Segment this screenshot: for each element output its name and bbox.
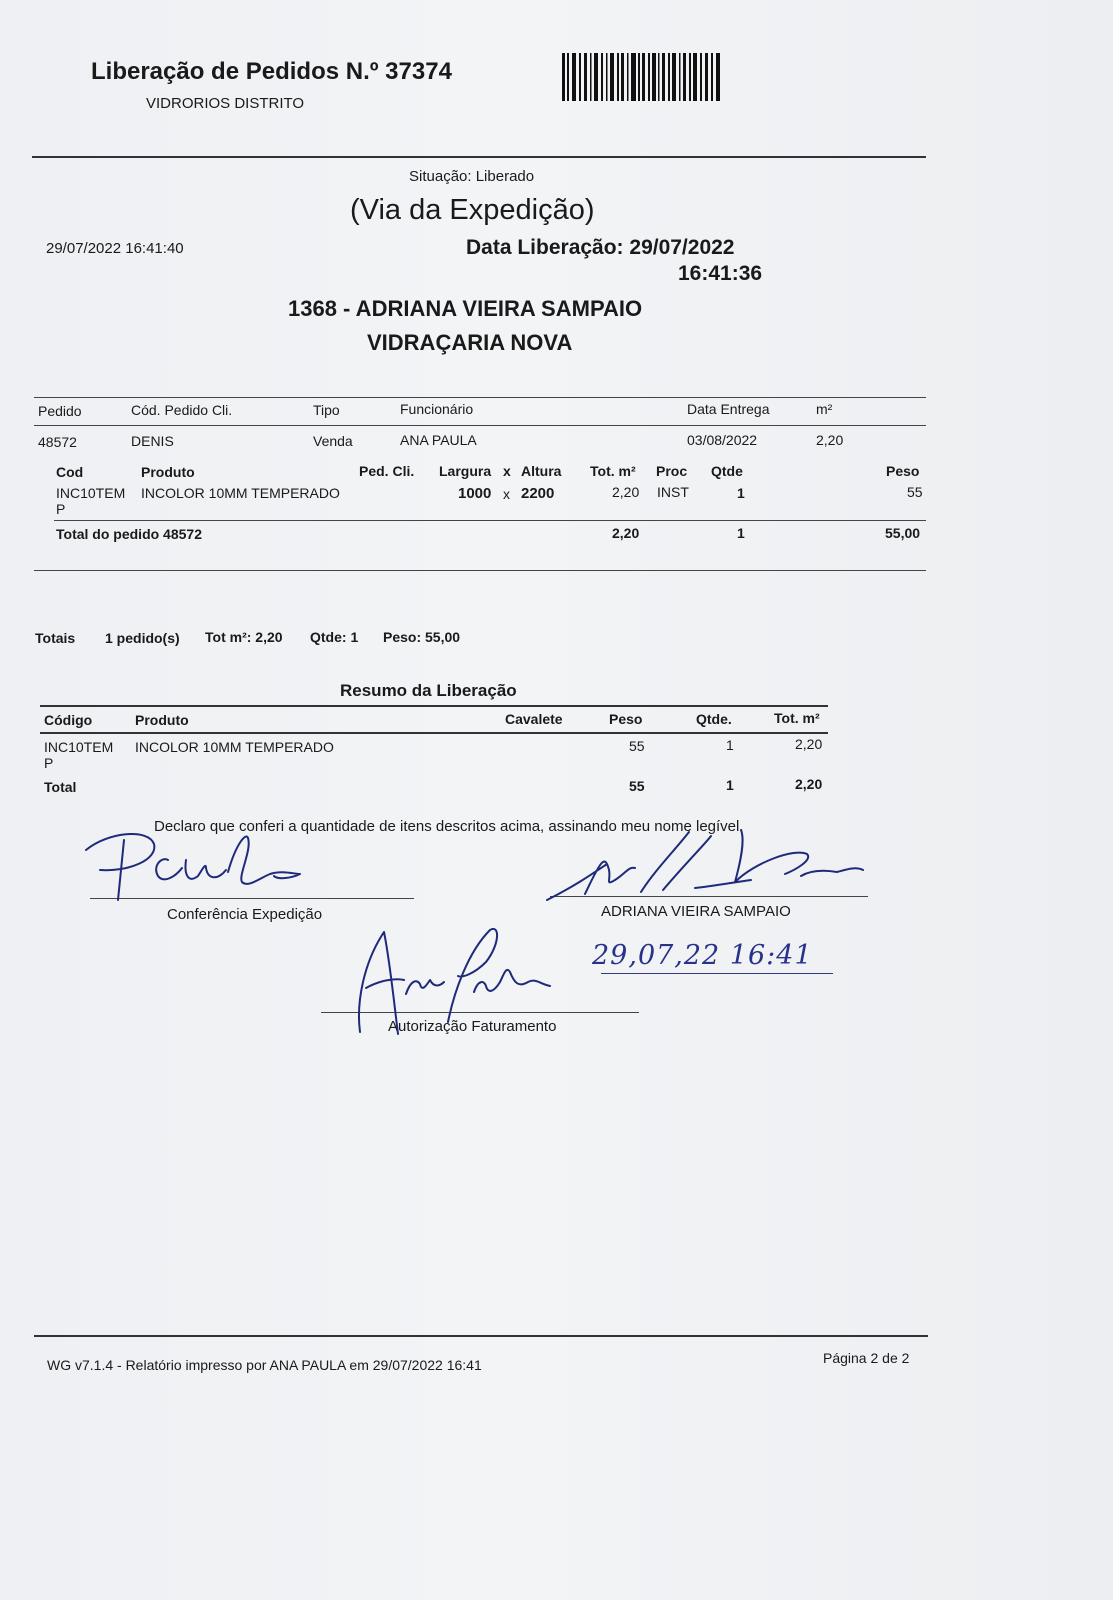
order-tipo: Venda bbox=[313, 433, 353, 449]
via-title: (Via da Expedição) bbox=[350, 194, 595, 226]
order-data-entrega: 03/08/2022 bbox=[687, 432, 758, 448]
item-col-proc: Proc bbox=[656, 463, 688, 479]
handwritten-date: 29,07,22 16:41 bbox=[592, 940, 813, 971]
company-name: VIDRORIOS DISTRITO bbox=[146, 95, 305, 112]
item-col-largura: Largura bbox=[439, 463, 492, 479]
item-total-line bbox=[54, 520, 926, 521]
item-cod: INC10TEM bbox=[56, 485, 126, 501]
item-cod-cont: P bbox=[56, 501, 66, 517]
item-proc: INST bbox=[657, 484, 689, 500]
resumo-qtde: 1 bbox=[726, 737, 734, 753]
item-col-qtde: Qtde bbox=[711, 463, 743, 479]
declaration-text: Declaro que conferi a quantidade de itens descritos acima, assinando meu nome legível. bbox=[154, 818, 744, 835]
order-total-peso: 55,00 bbox=[885, 525, 921, 541]
order-m2: 2,20 bbox=[816, 432, 844, 448]
totals-qtde: Qtde: 1 bbox=[310, 629, 359, 645]
item-largura: 1000 bbox=[458, 485, 492, 502]
totals-peso: Peso: 55,00 bbox=[383, 629, 461, 645]
resumo-col-qtde: Qtde. bbox=[696, 711, 732, 727]
order-funcionario: ANA PAULA bbox=[400, 432, 477, 448]
situacao-label: Situação: Liberado bbox=[409, 168, 535, 185]
col-funcionario: Funcionário bbox=[400, 401, 474, 417]
item-peso: 55 bbox=[907, 484, 923, 500]
resumo-produto: INCOLOR 10MM TEMPERADO bbox=[135, 739, 334, 755]
order-total-label: Total do pedido 48572 bbox=[56, 526, 202, 542]
print-datetime: 29/07/2022 16:41:40 bbox=[46, 240, 184, 257]
resumo-col-codigo: Código bbox=[44, 712, 93, 728]
resumo-title: Resumo da Liberação bbox=[340, 681, 517, 700]
item-qtde: 1 bbox=[737, 485, 745, 501]
barcode bbox=[562, 53, 720, 101]
footer-divider bbox=[34, 1335, 928, 1337]
col-data-entrega: Data Entrega bbox=[687, 401, 770, 417]
resumo-top-line bbox=[40, 705, 828, 707]
totals-pedidos: 1 pedido(s) bbox=[105, 630, 180, 646]
item-altura: 2200 bbox=[521, 485, 555, 502]
footer-page-number: Página 2 de 2 bbox=[823, 1350, 910, 1366]
handwritten-date-underline bbox=[601, 973, 833, 974]
order-table-top-line bbox=[34, 397, 926, 398]
signature-paula bbox=[78, 830, 328, 910]
barcode-graphic bbox=[562, 53, 720, 101]
document-title: Liberação de Pedidos N.º 37374 bbox=[91, 58, 452, 85]
order-total-qtde: 1 bbox=[737, 525, 745, 541]
resumo-total-qtde: 1 bbox=[726, 777, 734, 793]
autorizacao-label: Autorização Faturamento bbox=[388, 1018, 557, 1035]
col-cod-pedido-cli: Cód. Pedido Cli. bbox=[131, 402, 233, 418]
resumo-total-label: Total bbox=[44, 779, 77, 795]
resumo-col-cavalete: Cavalete bbox=[505, 711, 563, 727]
resumo-col-peso: Peso bbox=[609, 711, 643, 727]
item-col-x: x bbox=[503, 463, 511, 479]
item-col-cod: Cod bbox=[56, 464, 84, 480]
conferencia-label: Conferência Expedição bbox=[167, 906, 323, 923]
resumo-col-tot-m2: Tot. m² bbox=[774, 710, 820, 726]
item-col-ped-cli: Ped. Cli. bbox=[359, 463, 415, 479]
order-cod-pedido-cli: DENIS bbox=[131, 433, 174, 449]
item-produto: INCOLOR 10MM TEMPERADO bbox=[141, 485, 340, 501]
item-col-peso: Peso bbox=[886, 463, 920, 479]
totals-m2: Tot m²: 2,20 bbox=[205, 629, 283, 645]
item-x: x bbox=[503, 486, 510, 502]
resumo-peso: 55 bbox=[629, 738, 645, 754]
signature-adriana bbox=[545, 830, 875, 910]
client-business: VIDRAÇARIA NOVA bbox=[367, 330, 573, 355]
resumo-codigo: INC10TEM bbox=[44, 739, 114, 755]
item-tot-m2: 2,20 bbox=[612, 484, 640, 500]
col-tipo: Tipo bbox=[313, 402, 340, 418]
item-col-produto: Produto bbox=[141, 464, 195, 480]
item-col-tot-m2: Tot. m² bbox=[590, 463, 636, 479]
resumo-header-line bbox=[40, 732, 828, 734]
order-pedido: 48572 bbox=[38, 434, 77, 450]
footer-print-info: WG v7.1.4 - Relatório impresso por ANA PAULA em 29/07/2022 16:41 bbox=[47, 1357, 482, 1373]
order-total-m2: 2,20 bbox=[612, 525, 640, 541]
client-name: 1368 - ADRIANA VIEIRA SAMPAIO bbox=[288, 296, 643, 321]
resumo-col-produto: Produto bbox=[135, 712, 189, 728]
client-signature-name: ADRIANA VIEIRA SAMPAIO bbox=[601, 903, 791, 920]
resumo-total-peso: 55 bbox=[629, 778, 645, 794]
order-header-line bbox=[34, 425, 926, 426]
data-liberacao-time: 16:41:36 bbox=[678, 262, 763, 285]
data-liberacao-label: Data Liberação: 29/07/2022 bbox=[466, 236, 735, 259]
header-divider bbox=[32, 156, 926, 158]
signature-ana-paula bbox=[350, 922, 580, 1052]
col-pedido: Pedido bbox=[38, 403, 82, 419]
totals-label: Totais bbox=[35, 630, 76, 646]
resumo-total-tot-m2: 2,20 bbox=[795, 776, 823, 792]
order-table-bottom-line bbox=[34, 570, 926, 571]
resumo-tot-m2: 2,20 bbox=[795, 736, 823, 752]
resumo-codigo-cont: P bbox=[44, 755, 54, 771]
item-col-altura: Altura bbox=[521, 463, 562, 479]
col-m2: m² bbox=[816, 401, 833, 417]
